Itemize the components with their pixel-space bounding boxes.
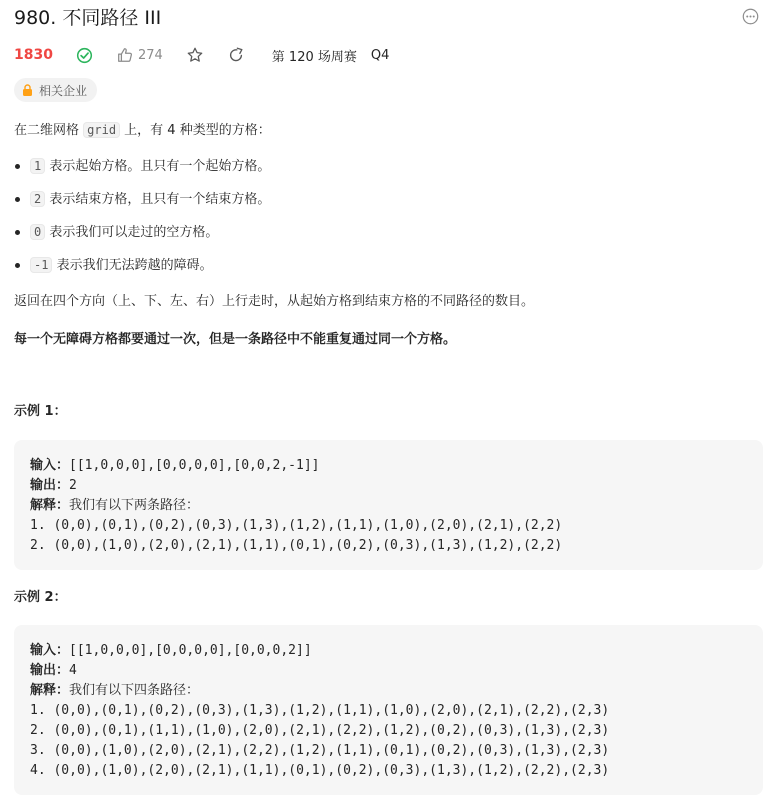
description-intro: 在二维网格 grid 上，有 4 种类型的方格： <box>14 123 271 138</box>
inline-code: 0 <box>30 224 45 240</box>
related-companies-tag[interactable] <box>14 78 97 102</box>
problem-title: 980. 不同路径 III <box>14 7 162 29</box>
list-item: 0 表示我们可以走过的空方格。 <box>30 222 218 243</box>
example-path: 1. (0,0),(0,1),(0,2),(0,3),(1,3),(1,2),(1,1),(1,0),(2,0),(2,1),(2,2) <box>30 518 563 533</box>
like-button[interactable] <box>116 46 163 64</box>
list-item: 2 表示结束方格，且只有一个结束方格。 <box>30 189 270 210</box>
example-input: [[1,0,0,0],[0,0,0,0],[0,0,0,2]] <box>69 643 312 658</box>
more-options-icon[interactable] <box>742 8 759 25</box>
difficulty-rating: 1830 <box>14 47 53 63</box>
list-bullet <box>15 263 20 268</box>
list-bullet <box>15 230 20 235</box>
problem-meta-row <box>14 44 389 66</box>
inline-code: grid <box>83 122 120 138</box>
solved-check-icon <box>76 47 93 64</box>
example-explanation: 我们有以下两条路径： <box>69 498 200 513</box>
inline-code: 1 <box>30 158 45 174</box>
constraint-note: 每一个无障碍方格都要通过一次，但是一条路径中不能重复通过同一个方格。 <box>14 332 457 347</box>
example-2-title: 示例 2： <box>14 590 67 605</box>
example-path: 4. (0,0),(1,0),(2,0),(2,1),(1,1),(0,1),(0,2),(0,3),(1,3),(1,2),(2,2),(2,3) <box>30 763 610 778</box>
example-path: 2. (0,0),(1,0),(2,0),(2,1),(1,1),(0,1),(0,2),(0,3),(1,3),(1,2),(2,2) <box>30 538 563 553</box>
related-companies-label: 相关企业 <box>39 83 88 98</box>
example-input: [[1,0,0,0],[0,0,0,0],[0,0,2,-1]] <box>69 458 320 473</box>
return-description: 返回在四个方向（上、下、左、右）上行走时，从起始方格到结束方格的不同路径的数目。 <box>14 294 535 309</box>
like-count: 274 <box>137 47 163 63</box>
inline-code: -1 <box>30 257 52 273</box>
list-bullet <box>15 197 20 202</box>
example-path: 1. (0,0),(0,1),(0,2),(0,3),(1,3),(1,2),(1,1),(1,0),(2,0),(2,1),(2,2),(2,3) <box>30 703 610 718</box>
example-path: 2. (0,0),(0,1),(1,1),(1,0),(2,0),(2,1),(2,2),(1,2),(0,2),(0,3),(1,3),(2,3) <box>30 723 610 738</box>
star-icon[interactable] <box>186 46 204 64</box>
example-1-block: 输入：[[1,0,0,0],[0,0,0,0],[0,0,2,-1]] 输出：2 解释：我们有以下两条路径： 1. (0,0),(0,1),(0,2),(0,3),(1,3),(1,2),(1,1),(1,0),(2,0),(2,1),(2,2) 2. (0,0),(1,0),(2,0),(2,1),(1,1),(0,1),(0,2),(0,3),(1,3),(1,2),(2,2) <box>14 440 763 570</box>
example-1-title: 示例 1： <box>14 404 67 419</box>
list-bullet <box>15 164 20 169</box>
question-number-label: Q4 <box>370 47 390 63</box>
list-item: 1 表示起始方格。且只有一个起始方格。 <box>30 156 270 177</box>
example-path: 3. (0,0),(1,0),(2,0),(2,1),(2,2),(1,2),(1,1),(0,1),(0,2),(0,3),(1,3),(2,3) <box>30 743 610 758</box>
contest-link[interactable]: 第 120 场周赛 <box>271 49 357 65</box>
example-explanation: 我们有以下四条路径： <box>69 683 200 698</box>
example-output: 4 <box>69 663 77 678</box>
example-2-block: 输入：[[1,0,0,0],[0,0,0,0],[0,0,0,2]] 输出：4 解释：我们有以下四条路径： 1. (0,0),(0,1),(0,2),(0,3),(1,3),(1,2),(1,1),(1,0),(2,0),(2,1),(2,2),(2,3) 2. (0,0),(0,1),(1,1),(1,0),(2,0),(2,1),(2,2),(1,2),(0,2),(0,3),(1,3),(2,3) 3. (0,0),(1,0),(2,0),(2,1),(2,2),(1,2),(1,1),(0,1),(0,2),(0,3),(1,3),(2,3) 4. (0,0),(1,0),(2,0),(2,1),(1,1),(0,1),(0,2),(0,3),(1,3),(1,2),(2,2),(2,3) <box>14 625 763 795</box>
thumbs-up-icon <box>116 46 134 64</box>
example-output: 2 <box>69 478 77 493</box>
inline-code: 2 <box>30 191 45 207</box>
list-item: -1 表示我们无法跨越的障碍。 <box>30 255 213 276</box>
lock-icon <box>22 84 33 96</box>
share-icon[interactable] <box>227 46 245 64</box>
